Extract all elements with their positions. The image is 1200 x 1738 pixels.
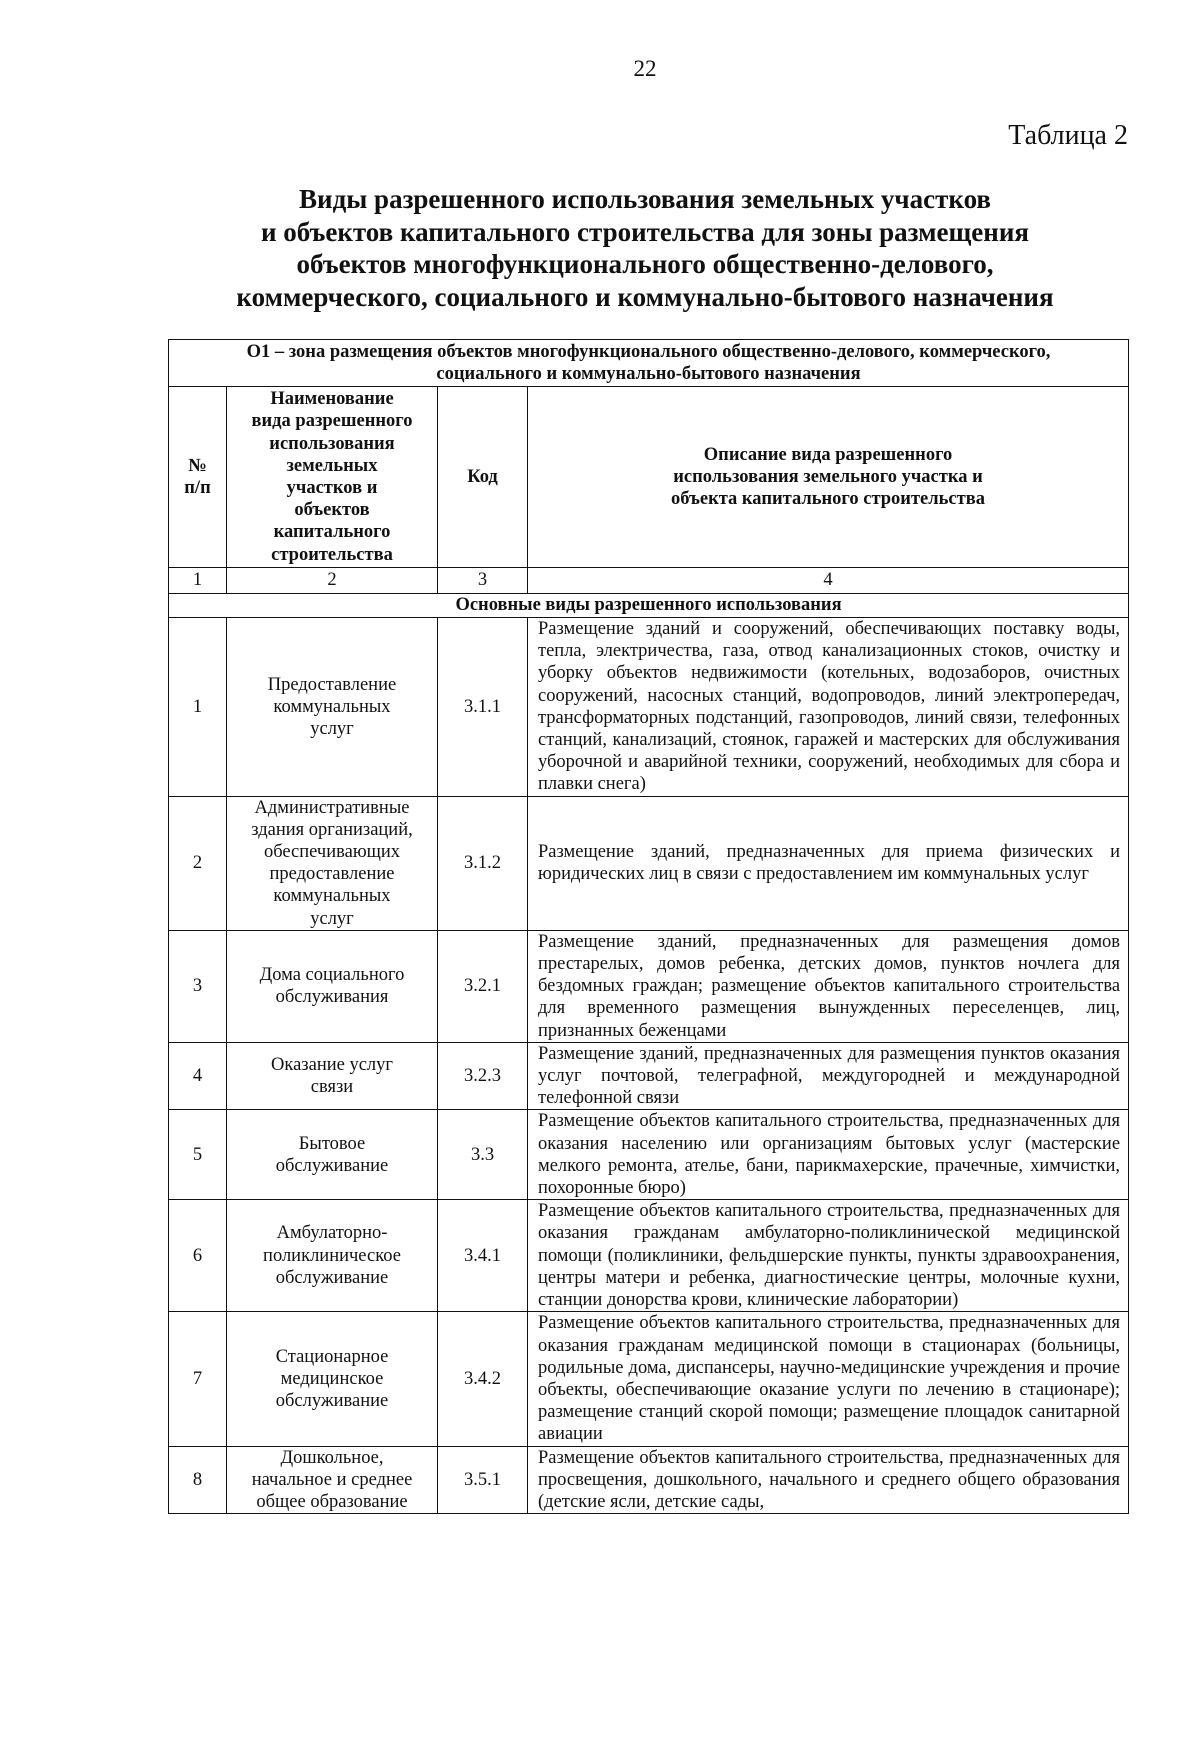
header-desc-line: Описание вида разрешенного (703, 444, 953, 465)
row-name-line: поликлиническое (263, 1245, 401, 1266)
row-name-line: коммунальных (273, 696, 391, 717)
row-name-cell (227, 1446, 438, 1514)
header-name-line: участков и (286, 478, 378, 498)
table-row (169, 1312, 1129, 1446)
row-name-line: Амбулаторно- (276, 1223, 388, 1244)
row-name-line: услуг (310, 908, 354, 929)
row-name-cell (227, 1200, 438, 1312)
header-num-line: № (188, 455, 207, 476)
header-name-line: капитального (273, 522, 391, 543)
row-name-cell (227, 796, 438, 930)
table-row (169, 618, 1129, 797)
header-name-line: строительства (271, 544, 393, 565)
header-name-line: использования (269, 433, 395, 454)
row-description-cell: Размещение объектов капитального строительства, предназначенных для оказания гражданам медицинской помощи в стационарах (больницы, родильные дома, диспансеры, научно-медицинские учреждения и прочие объекты, обеспечивающие оказание услуги по лечению в стационаре); размещение станций скорой помощи; размещение площадок санитарной авиации (528, 1312, 1129, 1446)
row-description-cell: Размещение зданий, предназначенных для размещения домов престарелых, домов ребенка, детских домов, пунктов ночлега для бездомных граждан; размещение объектов капитального строительства для временного размещения вынужденных переселенцев, лиц, признанных беженцами (528, 930, 1129, 1042)
row-number-cell: 6 (169, 1200, 227, 1312)
header-code-line: Код (467, 466, 498, 487)
header-name-line: объектов (294, 500, 370, 521)
document-title (150, 183, 1140, 313)
zone-row (169, 340, 1129, 387)
row-name-line: обеспечивающих (263, 842, 401, 863)
title-line: Виды разрешенного использования земельных участков (299, 184, 991, 214)
row-name-line: Стационарное (275, 1346, 389, 1367)
column-number-row (169, 568, 1129, 594)
header-name-line: земельных (286, 455, 378, 476)
column-number-cell: 4 (528, 568, 1129, 594)
header-name-cell (227, 387, 438, 568)
table-row (169, 796, 1129, 930)
section-row (169, 594, 1129, 618)
data-rows (169, 618, 1129, 1514)
column-number-cell: 1 (169, 568, 227, 594)
row-code-cell: 3.3 (438, 1110, 528, 1200)
header-num-line: п/п (184, 478, 211, 498)
table-row (169, 930, 1129, 1042)
row-code-cell: 3.4.1 (438, 1200, 528, 1312)
row-name-line: начальное и среднее (251, 1469, 413, 1490)
header-desc-cell (528, 387, 1129, 568)
row-name-line: медицинское (280, 1368, 384, 1389)
row-code-cell: 3.5.1 (438, 1446, 528, 1514)
row-code-cell: 3.1.1 (438, 618, 528, 797)
row-number-cell: 3 (169, 930, 227, 1042)
row-name-line: обслуживания (275, 987, 389, 1008)
row-name-line: Оказание услуг (271, 1054, 393, 1075)
row-name-line: услуг (310, 718, 354, 739)
row-number-cell: 2 (169, 796, 227, 930)
row-name-line: Дома социального (259, 965, 405, 986)
row-number-cell: 1 (169, 618, 227, 797)
header-name-line: вида разрешенного (251, 411, 413, 432)
title-line: коммерческого, социального и коммунально-бытового назначения (236, 281, 1054, 312)
row-number-cell: 8 (169, 1446, 227, 1514)
header-code-cell (438, 387, 528, 568)
land-use-table (168, 339, 1129, 1514)
row-name-cell (227, 1042, 438, 1110)
header-desc-line: использования земельного участка и (673, 466, 983, 487)
row-name-line: Предоставление (267, 674, 397, 695)
row-code-cell: 3.2.1 (438, 930, 528, 1042)
row-description-cell: Размещение зданий и сооружений, обеспечивающих поставку воды, тепла, электричества, газа, отвод канализационных стоков, очистку и уборку объектов недвижимости (котельных, водозаборов, очистных сооружений, насосных станций, водопроводов, линий электропередач, трансформаторных подстанций, газопроводов, линий связи, телефонных станций, канализаций, стоянок, гаражей и мастерских для обслуживания уборочной и аварийной техники, сооружений, необходимых для сбора и плавки снега) (528, 618, 1129, 797)
column-number-cell: 3 (438, 568, 528, 594)
table-row (169, 1200, 1129, 1312)
header-name-line: Наименование (270, 389, 394, 410)
row-name-line: Дошкольное, (280, 1447, 384, 1468)
row-name-cell (227, 1312, 438, 1446)
row-name-line: связи (310, 1077, 354, 1098)
row-code-cell: 3.2.3 (438, 1042, 528, 1110)
row-description-cell: Размещение зданий, предназначенных для размещения пунктов оказания услуг почтовой, телеграфной, междугородней и международной телефонной связи (528, 1042, 1129, 1110)
title-line: и объектов капитального строительства для зоны размещения (260, 216, 1030, 247)
title-line: объектов многофункционального общественно-делового, (296, 249, 994, 279)
row-name-line: обслуживание (275, 1267, 389, 1288)
section-title: Основные виды разрешенного использования (169, 594, 1129, 618)
header-num-cell (169, 387, 227, 568)
row-name-line: предоставление (269, 864, 395, 885)
page-number: 22 (633, 56, 657, 81)
table-row (169, 1110, 1129, 1200)
row-description-cell: Размещение зданий, предназначенных для приема физических и юридических лиц в связи с предоставлением им коммунальных услуг (528, 796, 1129, 930)
row-number-cell: 4 (169, 1042, 227, 1110)
table-row (169, 1446, 1129, 1514)
zone-line: О1 – зона размещения объектов многофункционального общественно-делового, коммерческого, (246, 341, 1051, 362)
row-name-line: коммунальных (273, 886, 391, 907)
row-name-line: Бытовое (298, 1133, 366, 1154)
column-number-cell: 2 (227, 568, 438, 594)
table-label: Таблица 2 (1008, 120, 1128, 151)
row-name-line: Административные (254, 797, 410, 818)
row-name-line: обслуживание (275, 1155, 389, 1176)
row-name-line: здания организаций, (251, 819, 413, 840)
row-description-cell: Размещение объектов капитального строительства, предназначенных для оказания гражданам амбулаторно-поликлинической медицинской помощи (поликлиники, фельдшерские пункты, пункты здравоохранения, центры матери и ребенка, диагностические центры, молочные кухни, станции донорства крови, клинические лаборатории) (528, 1200, 1129, 1312)
row-name-cell (227, 618, 438, 797)
row-name-line: общее образование (256, 1491, 408, 1512)
table-row (169, 1042, 1129, 1110)
zone-title-cell (169, 340, 1129, 387)
header-desc-line: объекта капитального строительства (671, 489, 985, 510)
row-code-cell: 3.1.2 (438, 796, 528, 930)
row-description-cell: Размещение объектов капитального строительства, предназначенных для просвещения, дошкольного, начального и среднего общего образования (детские ясли, детские сады, (528, 1446, 1129, 1514)
row-number-cell: 5 (169, 1110, 227, 1200)
row-number-cell: 7 (169, 1312, 227, 1446)
row-name-line: обслуживание (275, 1391, 389, 1411)
row-code-cell: 3.4.2 (438, 1312, 528, 1446)
row-description-cell: Размещение объектов капитального строительства, предназначенных для оказания населению или организациям бытовых услуг (мастерские мелкого ремонта, ателье, бани, парикмахерские, прачечные, химчистки, похоронные бюро) (528, 1110, 1129, 1200)
row-name-cell (227, 1110, 438, 1200)
row-name-cell (227, 930, 438, 1042)
zone-line: социального и коммунально-бытового назначения (436, 364, 861, 384)
header-row (169, 387, 1129, 568)
